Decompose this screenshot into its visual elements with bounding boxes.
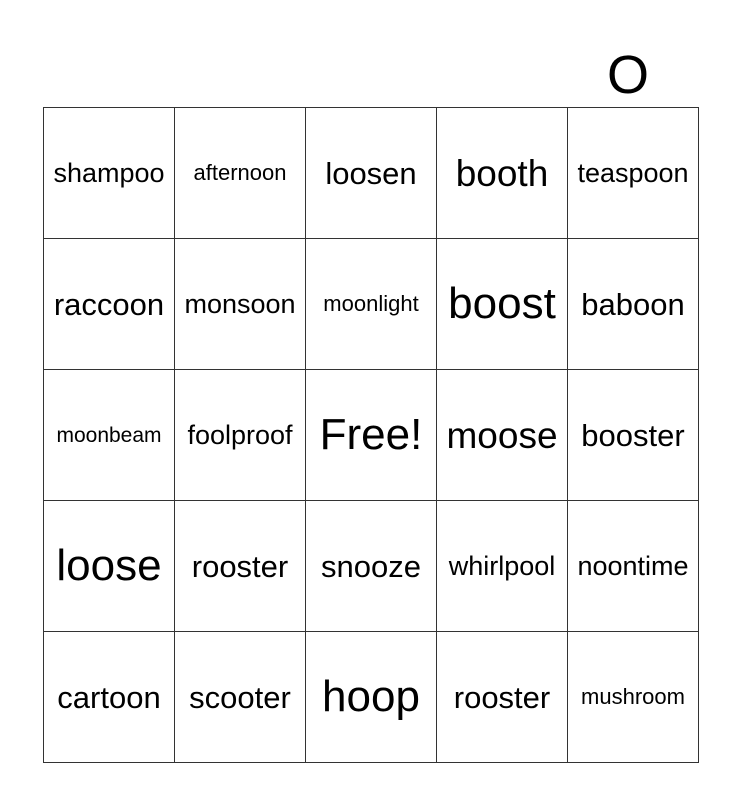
- bingo-cell[interactable]: teaspoon: [568, 108, 699, 239]
- bingo-cell[interactable]: cartoon: [44, 632, 175, 763]
- bingo-cell[interactable]: baboon: [568, 239, 699, 370]
- bingo-cell[interactable]: moonlight: [306, 239, 437, 370]
- board-row: [44, 501, 699, 632]
- board-row: [44, 370, 699, 501]
- bingo-cell[interactable]: loosen: [306, 108, 437, 239]
- bingo-cell[interactable]: moonbeam: [44, 370, 175, 501]
- board-row: [44, 108, 699, 239]
- bingo-cell[interactable]: whirlpool: [437, 501, 568, 632]
- bingo-cell[interactable]: afternoon: [175, 108, 306, 239]
- bingo-cell[interactable]: foolproof: [175, 370, 306, 501]
- bingo-cell[interactable]: booth: [437, 108, 568, 239]
- bingo-cell[interactable]: boost: [437, 239, 568, 370]
- bingo-cell[interactable]: mushroom: [568, 632, 699, 763]
- bingo-board: [43, 107, 699, 763]
- bingo-cell[interactable]: rooster: [175, 501, 306, 632]
- bingo-cell[interactable]: hoop: [306, 632, 437, 763]
- column-header-letter: O: [606, 45, 649, 105]
- bingo-cell[interactable]: noontime: [568, 501, 699, 632]
- bingo-cell[interactable]: raccoon: [44, 239, 175, 370]
- bingo-cell[interactable]: scooter: [175, 632, 306, 763]
- bingo-cell[interactable]: shampoo: [44, 108, 175, 239]
- free-space-cell[interactable]: Free!: [306, 370, 437, 501]
- bingo-cell[interactable]: moose: [437, 370, 568, 501]
- board-row: [44, 239, 699, 370]
- bingo-cell[interactable]: booster: [568, 370, 699, 501]
- bingo-cell[interactable]: rooster: [437, 632, 568, 763]
- board-row: [44, 632, 699, 763]
- bingo-cell[interactable]: monsoon: [175, 239, 306, 370]
- bingo-cell[interactable]: loose: [44, 501, 175, 632]
- bingo-cell[interactable]: snooze: [306, 501, 437, 632]
